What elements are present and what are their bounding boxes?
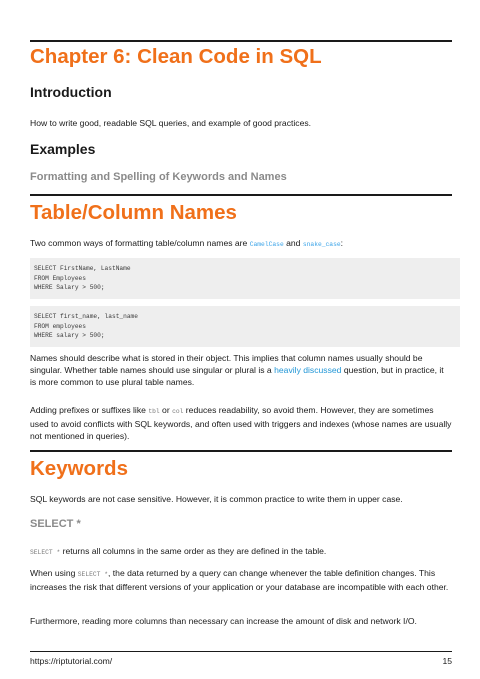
lead-text: Two common ways of formatting table/column names are <box>30 238 250 248</box>
table-column-names-heading: Table/Column Names <box>30 201 237 224</box>
or-text: or <box>159 405 173 415</box>
formatting-subheading: Formatting and Spelling of Keywords and Names <box>30 171 287 183</box>
keywords-heading: Keywords <box>30 457 128 480</box>
table-names-lead <box>30 237 452 251</box>
chapter-title: Chapter 6: Clean Code in SQL <box>30 45 322 68</box>
heavily-discussed-link[interactable]: heavily discussed <box>274 365 342 375</box>
prefix-text-b: reduces readability, so avoid them. However, they are sometimes used to avoid conflicts with SQL keywords, and often used with triggers and indexes (whose names are usually not mentioned in queries). <box>30 405 452 441</box>
select-star-text-2b: , the data returned by a query can change whenever the table definition changes. This increases the risk that different versions of your application or your database are incompatible with each other. <box>30 568 449 592</box>
introduction-heading: Introduction <box>30 84 112 100</box>
snakecase-code: snake_case <box>302 241 341 248</box>
select-star-code: SELECT * <box>30 549 61 556</box>
footer-url: https://riptutorial.com/ <box>30 656 113 666</box>
keywords-text: SQL keywords are not case sensitive. However, it is common practice to write them in upper case. <box>30 494 403 504</box>
colon-text: : <box>340 238 344 248</box>
introduction-text: How to write good, readable SQL queries, and example of good practices. <box>30 118 312 128</box>
heading-bar <box>30 194 452 196</box>
heading-bar <box>30 40 452 42</box>
select-star-code: SELECT * <box>77 571 109 578</box>
names-text-b: question, but in practice, it is more common to use plural table names. <box>30 365 444 387</box>
col-code: col <box>172 408 184 415</box>
select-star-paragraph-2 <box>30 567 452 593</box>
examples-heading: Examples <box>30 141 96 157</box>
heading-bar <box>30 450 452 452</box>
code-block-camelcase: SELECT FirstName, LastName FROM Employees WHERE Salary > 500; <box>30 258 460 299</box>
select-star-heading: SELECT * <box>30 518 81 530</box>
code-block-snakecase: SELECT first_name, last_name FROM employees WHERE salary > 500; <box>30 306 460 347</box>
select-star-text-1: returns all columns in the same order as they are defined in the table. <box>60 546 327 556</box>
and-text: and <box>283 238 303 248</box>
select-star-paragraph-1 <box>30 545 452 559</box>
footer-divider <box>30 651 452 652</box>
names-text-a: Names should describe what is stored in their object. This implies that column names usually should be singular. Whether table names should use singular or plural is a <box>30 353 423 375</box>
prefix-text-a: Adding prefixes or suffixes like <box>30 405 149 415</box>
select-star-paragraph-3: Furthermore, reading more columns than necessary can increase the amount of disk and network I/O. <box>30 616 417 626</box>
select-star-text-2a: When using <box>30 568 78 578</box>
camelcase-code: CamelCase <box>249 241 284 248</box>
names-paragraph <box>30 352 452 388</box>
tbl-code: tbl <box>148 408 160 415</box>
page-number: 15 <box>442 656 452 666</box>
prefixes-paragraph <box>30 404 452 442</box>
